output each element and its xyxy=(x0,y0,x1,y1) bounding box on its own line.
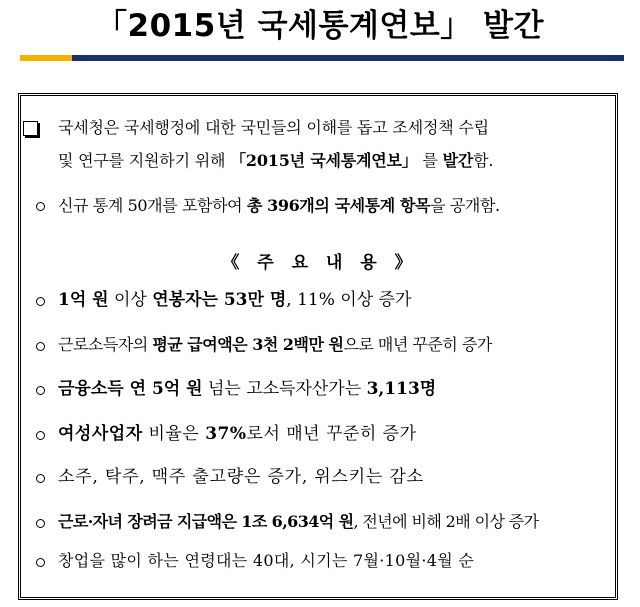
list-item xyxy=(58,335,492,355)
item-text: , 전년에 비해 2배 이상 증가 xyxy=(353,512,539,531)
item-text: , 11% 이상 증가 xyxy=(286,290,412,310)
item-text: 창업을 많이 하는 연령대는 40대, 시기는 7월·10월·4월 순 xyxy=(58,551,475,570)
circle-bullet-icon xyxy=(36,342,45,351)
summary-text: 을 공개함. xyxy=(430,196,500,215)
summary-text: 신규 통계 50개를 포함하여 xyxy=(58,196,247,215)
item-highlight: 1억 원 xyxy=(58,290,109,310)
intro-text: 및 연구를 지원하기 위해 xyxy=(58,151,231,170)
circle-bullet-icon xyxy=(36,297,45,306)
intro-text: 함. xyxy=(473,151,494,170)
list-item xyxy=(58,551,474,571)
intro-text: 를 xyxy=(417,151,443,170)
item-highlight: 금융소득 연 5억 원 xyxy=(58,379,203,399)
item-text: 넘는 고소득자산가는 xyxy=(202,379,367,399)
circle-bullet-icon xyxy=(36,202,45,211)
item-highlight: 연봉자는 53만 명 xyxy=(152,290,287,310)
circle-bullet-icon xyxy=(36,431,45,440)
intro-publication-title: 「2015년 국세통계연보」 xyxy=(230,151,418,170)
summary-line xyxy=(58,196,500,216)
item-highlight: 근로·자녀 장려금 지급액은 1조 6,634억 원 xyxy=(58,512,354,531)
list-item xyxy=(58,290,411,310)
circle-bullet-icon xyxy=(36,519,45,528)
item-highlight: 3,113명 xyxy=(366,379,437,399)
list-item xyxy=(58,467,424,487)
intro-publish-word: 발간 xyxy=(442,151,474,170)
list-item xyxy=(58,424,417,444)
item-text: 소주, 탁주, 맥주 출고량은 증가, 위스키는 감소 xyxy=(58,467,424,487)
circle-bullet-icon xyxy=(36,558,45,567)
intro-line-2 xyxy=(58,151,493,171)
intro-line-1: 국세청은 국세행정에 대한 국민들의 이해를 돕고 조세정책 수립 xyxy=(58,118,489,137)
underline-gold-segment xyxy=(20,55,72,61)
item-text: 근로소득자의 xyxy=(58,335,153,354)
list-item xyxy=(58,379,436,399)
item-highlight: 여성사업자 xyxy=(58,424,143,444)
list-item xyxy=(58,512,539,532)
item-highlight: 37% xyxy=(205,424,247,444)
circle-bullet-icon xyxy=(36,386,45,395)
summary-highlight: 총 396개의 국세통계 항목 xyxy=(246,196,431,215)
circle-bullet-icon xyxy=(36,474,45,483)
checkbox-bullet-icon xyxy=(23,121,38,136)
section-heading: 《 주 요 내 용 》 xyxy=(222,253,418,273)
underline-navy-segment xyxy=(72,55,624,61)
page-title: 「2015년 국세통계연보」 발간 xyxy=(96,8,544,44)
item-text: 으로 매년 꾸준히 증가 xyxy=(343,335,492,354)
title-underline xyxy=(20,55,624,61)
item-text: 로서 매년 꾸준히 증가 xyxy=(246,424,417,444)
item-text: 비율은 xyxy=(142,424,206,444)
item-highlight: 평균 급여액은 3천 2백만 원 xyxy=(152,335,344,354)
item-text: 이상 xyxy=(108,290,153,310)
